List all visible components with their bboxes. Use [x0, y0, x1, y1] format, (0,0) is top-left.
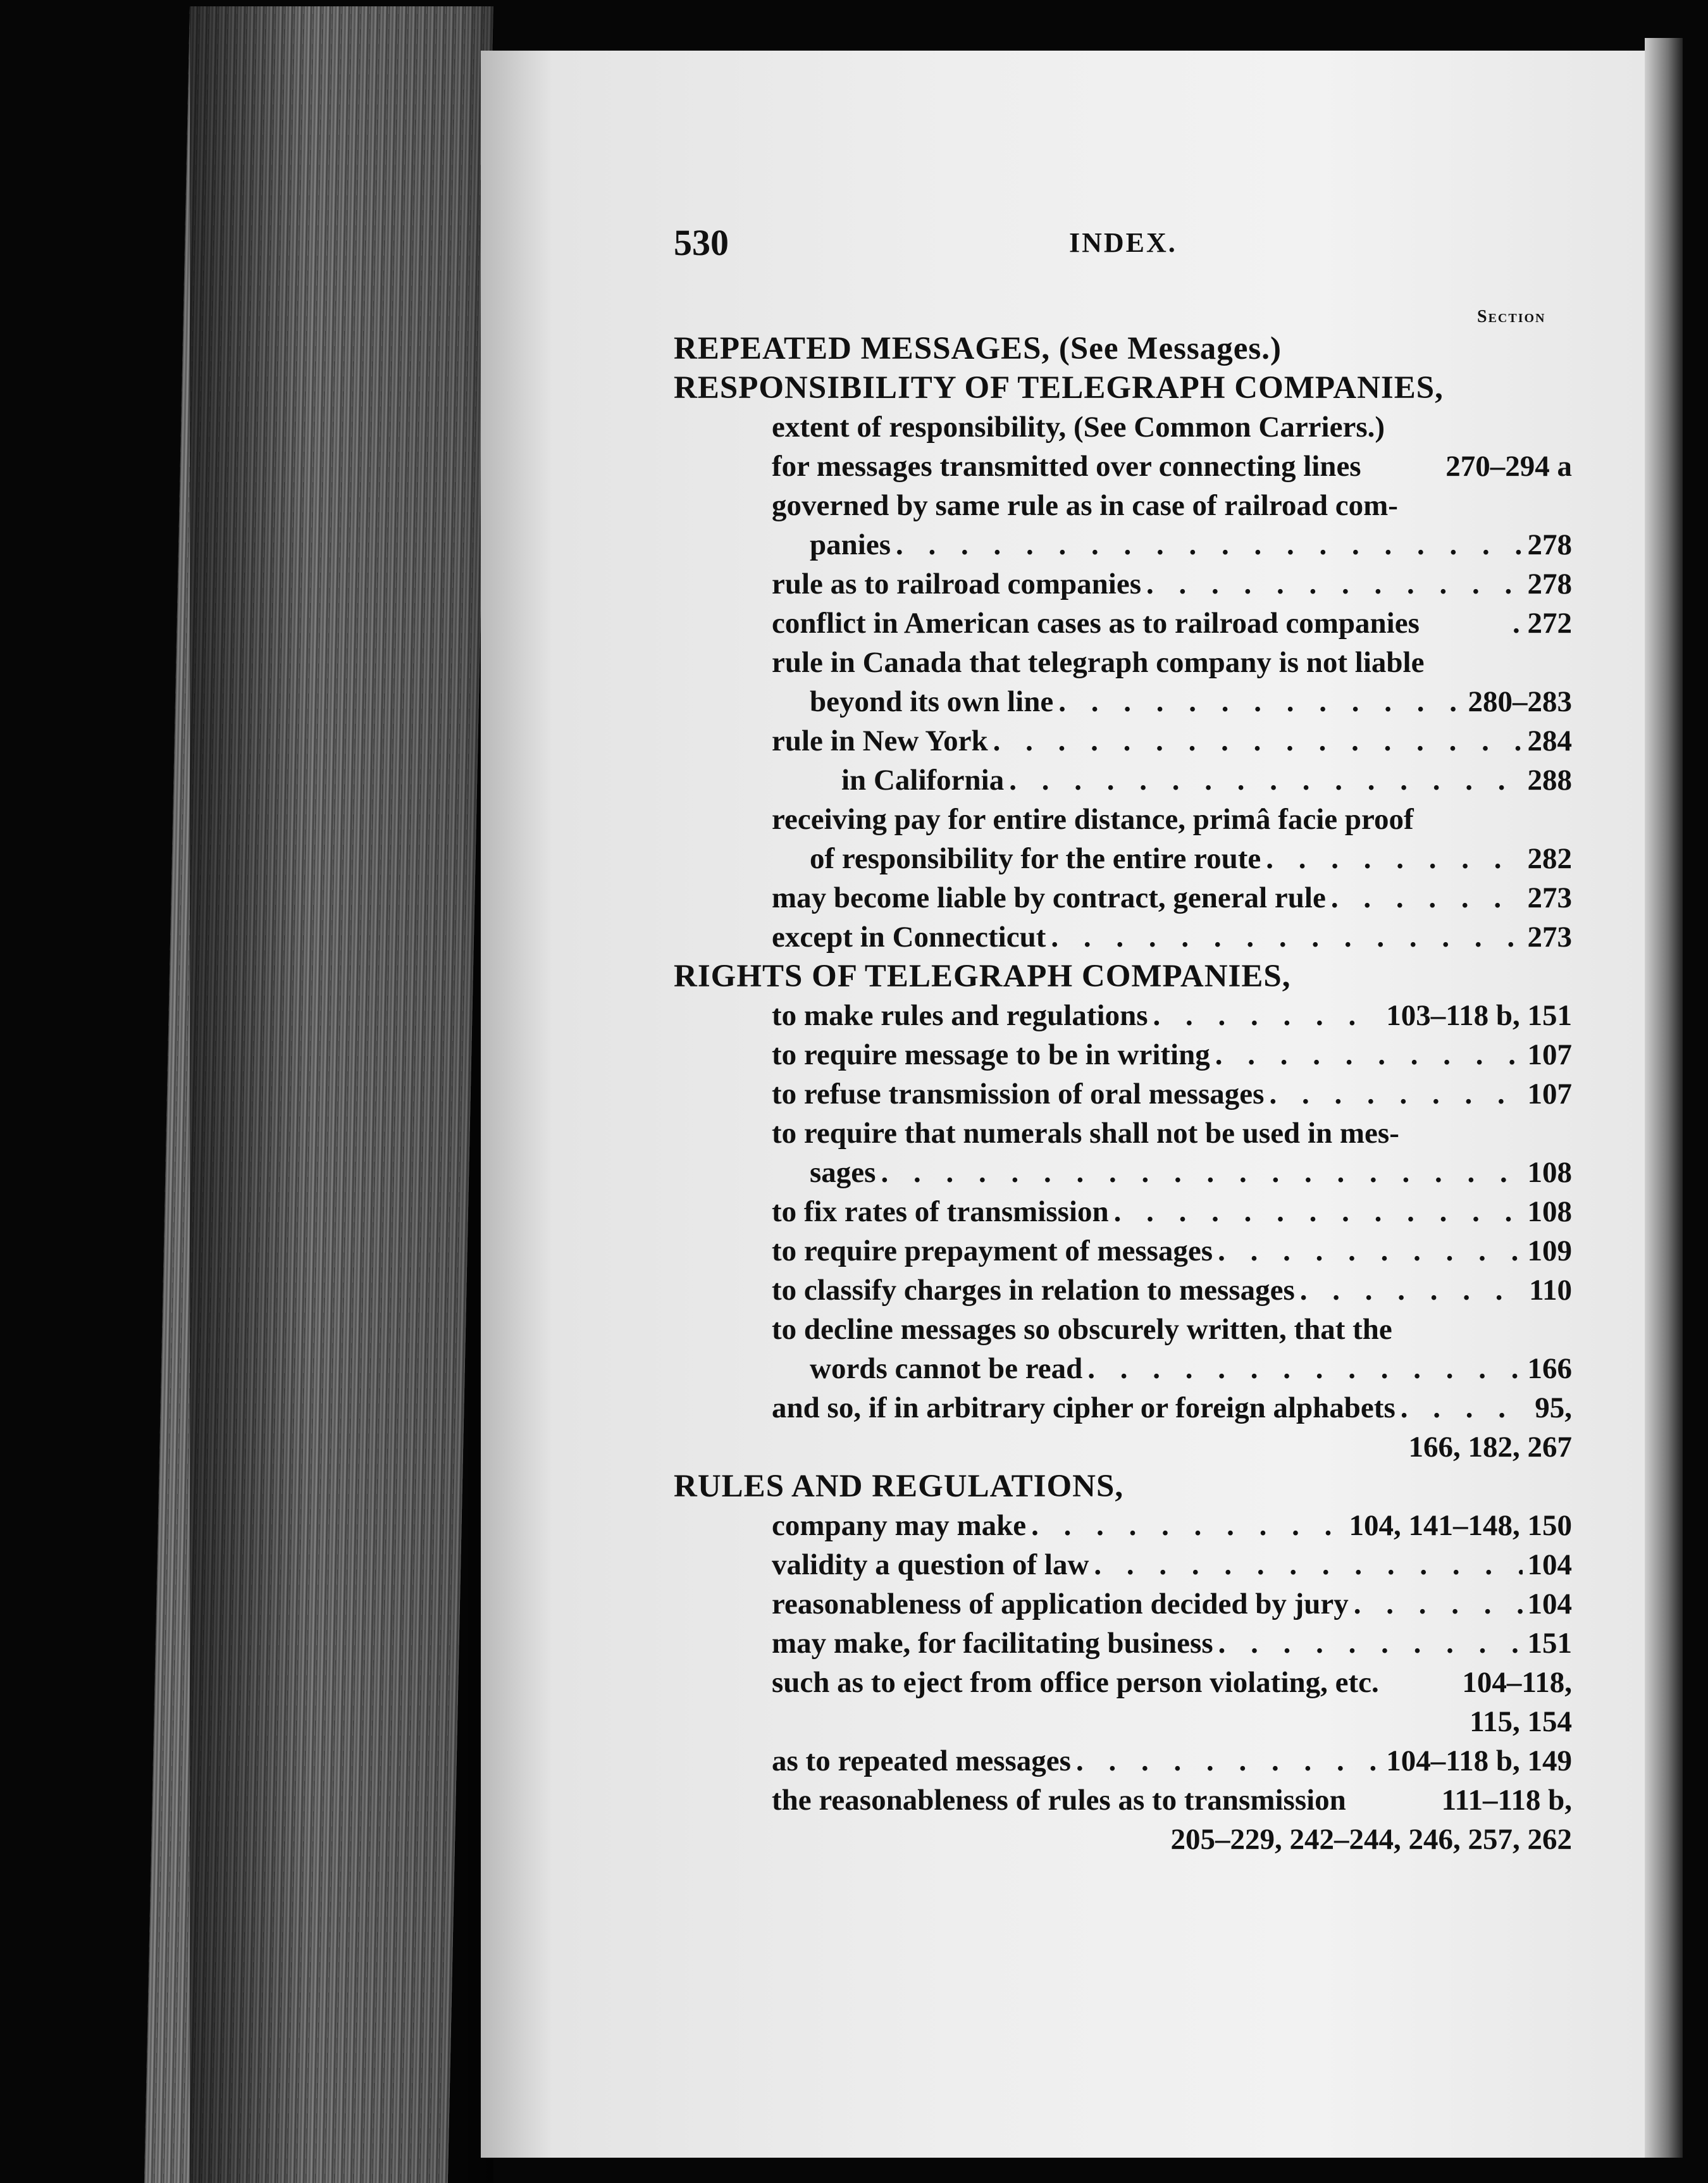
- entry-text: conflict in American cases as to railroad companies: [772, 607, 1420, 640]
- section-column-label: Section: [1477, 307, 1546, 327]
- leader-dots: [1300, 1271, 1524, 1310]
- section-reference: 273: [1527, 921, 1572, 954]
- index-continuation: [674, 1427, 1572, 1467]
- entry-text: such as to eject from office person violating, etc.: [772, 1666, 1379, 1699]
- index-entry: [674, 878, 1572, 917]
- entry-text: RIGHTS OF TELEGRAPH COMPANIES,: [674, 959, 1291, 994]
- entry-text: and so, if in arbitrary cipher or foreign alphabets: [772, 1391, 1395, 1424]
- leader-dots: [1266, 839, 1522, 878]
- index-entry: [674, 1584, 1572, 1624]
- leader-dots: [1331, 878, 1523, 917]
- index-entry: [674, 643, 1572, 682]
- section-reference: 108: [1527, 1195, 1572, 1228]
- page-number: 530: [674, 222, 729, 263]
- section-reference: 115, 154: [1470, 1705, 1572, 1738]
- entry-text: as to repeated messages: [772, 1745, 1071, 1777]
- section-reference: 104–118,: [1462, 1666, 1572, 1699]
- section-reference: 270–294 a: [1445, 450, 1572, 483]
- entry-text: RESPONSIBILITY OF TELEGRAPH COMPANIES,: [674, 370, 1444, 406]
- index-entry: [674, 917, 1572, 957]
- leader-dots: [1153, 996, 1382, 1035]
- leader-dots: [1354, 1584, 1523, 1624]
- leader-dots: [1031, 1506, 1344, 1545]
- entry-text: rule as to railroad companies: [772, 568, 1141, 600]
- entry-text: beyond its own line: [810, 685, 1054, 718]
- section-reference: 95,: [1535, 1391, 1572, 1424]
- section-reference: 103–118 b, 151: [1386, 999, 1572, 1032]
- entry-text: reasonableness of application decided by jury: [772, 1588, 1349, 1620]
- index-entry: [674, 525, 1572, 564]
- index-continuation: [674, 1820, 1572, 1859]
- index-entry: [674, 447, 1572, 486]
- leader-dots: [1146, 564, 1523, 604]
- index-heading: [674, 957, 1572, 996]
- entry-text: to classify charges in relation to messages: [772, 1274, 1295, 1307]
- section-reference: 151: [1527, 1627, 1572, 1660]
- leader-dots: [1114, 1192, 1523, 1231]
- index-entry: [674, 604, 1572, 643]
- entry-text: words cannot be read: [810, 1352, 1083, 1385]
- leader-dots: [1076, 1741, 1381, 1781]
- index-entry: [674, 1231, 1572, 1271]
- leader-dots: [1218, 1231, 1522, 1271]
- entry-text: to refuse transmission of oral messages: [772, 1078, 1265, 1110]
- section-reference: 108: [1527, 1156, 1572, 1189]
- index-entry: [674, 1271, 1572, 1310]
- entry-text: sages: [810, 1156, 876, 1189]
- section-reference: 282: [1527, 842, 1572, 875]
- leader-dots: [1218, 1624, 1523, 1663]
- right-page-edge: [1645, 38, 1683, 2158]
- entry-text: except in Connecticut: [772, 921, 1046, 954]
- index-entry: [674, 486, 1572, 525]
- book-page: [481, 51, 1670, 2158]
- index-entry: [674, 1153, 1572, 1192]
- section-reference: . 272: [1513, 607, 1572, 640]
- entry-text: to require message to be in writing: [772, 1038, 1210, 1071]
- index-entry: [674, 1192, 1572, 1231]
- entry-text: the reasonableness of rules as to transmission: [772, 1784, 1346, 1817]
- index-continuation: [674, 1702, 1572, 1741]
- entry-text: RULES AND REGULATIONS,: [674, 1469, 1124, 1504]
- section-reference: 280–283: [1468, 685, 1572, 718]
- entry-text: to decline messages so obscurely written, that the: [772, 1313, 1392, 1346]
- section-reference: 104–118 b, 149: [1386, 1745, 1572, 1777]
- entry-text: may make, for facilitating business: [772, 1627, 1213, 1660]
- section-reference: 166: [1527, 1352, 1572, 1385]
- entry-text: to fix rates of transmission: [772, 1195, 1109, 1228]
- entry-text: may become liable by contract, general rule: [772, 881, 1326, 914]
- entry-text: rule in Canada that telegraph company is not liable: [772, 646, 1425, 679]
- index-entry: [674, 407, 1572, 447]
- entry-text: extent of responsibility, (See Common Carriers.): [772, 411, 1385, 444]
- section-reference: 111–118 b,: [1441, 1784, 1572, 1817]
- leader-dots: [1058, 682, 1463, 721]
- entry-text: governed by same rule as in case of railroad com-: [772, 489, 1398, 522]
- section-reference: 288: [1527, 764, 1572, 797]
- index-entry: [674, 564, 1572, 604]
- index-entry: [674, 1506, 1572, 1545]
- leader-dots: [1087, 1349, 1522, 1388]
- entry-text: rule in New York: [772, 725, 988, 757]
- leader-dots: [1009, 761, 1522, 800]
- entry-text: company may make: [772, 1509, 1027, 1542]
- page-header: [481, 221, 1670, 272]
- section-reference: 278: [1527, 568, 1572, 600]
- index-entry: [674, 1545, 1572, 1584]
- section-reference: 110: [1529, 1274, 1572, 1307]
- section-reference: 109: [1527, 1235, 1572, 1267]
- index-heading: [674, 329, 1572, 368]
- index-entry: [674, 721, 1572, 761]
- index-entry: [674, 1741, 1572, 1781]
- running-head: INDEX.: [1069, 227, 1177, 258]
- index-entry: [674, 1781, 1572, 1820]
- index-entry: [674, 996, 1572, 1035]
- index-entry: [674, 1310, 1572, 1349]
- leader-dots: [1269, 1074, 1522, 1114]
- section-reference: 107: [1527, 1038, 1572, 1071]
- index-entry: [674, 1114, 1572, 1153]
- section-reference: 273: [1527, 881, 1572, 914]
- index-entry: [674, 800, 1572, 839]
- index-entry: [674, 1388, 1572, 1427]
- section-reference: 104, 141–148, 150: [1349, 1509, 1572, 1542]
- entry-text: to require that numerals shall not be used in mes-: [772, 1117, 1399, 1150]
- leader-dots: [993, 721, 1523, 761]
- index-entry: [674, 761, 1572, 800]
- entry-text: for messages transmitted over connecting lines: [772, 450, 1361, 483]
- index-heading: [674, 1467, 1572, 1506]
- index-entries: [674, 329, 1572, 1859]
- leader-dots: [1401, 1388, 1530, 1427]
- section-reference: 284: [1527, 725, 1572, 757]
- entry-text: REPEATED MESSAGES, (See Messages.): [674, 331, 1282, 366]
- entry-text: to make rules and regulations: [772, 999, 1148, 1032]
- index-entry: [674, 1663, 1572, 1702]
- section-reference: 278: [1527, 528, 1572, 561]
- entry-text: in California: [841, 764, 1005, 797]
- index-entry: [674, 1035, 1572, 1074]
- section-reference: 104: [1527, 1548, 1572, 1581]
- section-reference: 166, 182, 267: [1408, 1431, 1572, 1464]
- leader-dots: [1094, 1545, 1522, 1584]
- section-reference: 107: [1527, 1078, 1572, 1110]
- leader-dots: [1215, 1035, 1523, 1074]
- leader-dots: [881, 1153, 1522, 1192]
- entry-text: panies: [810, 528, 891, 561]
- entry-text: of responsibility for the entire route: [810, 842, 1261, 875]
- index-entry: [674, 839, 1572, 878]
- index-heading: [674, 368, 1572, 407]
- section-reference: 104: [1527, 1588, 1572, 1620]
- leader-dots: [896, 525, 1523, 564]
- index-entry: [674, 682, 1572, 721]
- entry-text: validity a question of law: [772, 1548, 1089, 1581]
- entry-text: receiving pay for entire distance, primâ facie proof: [772, 803, 1414, 836]
- leader-dots: [1051, 917, 1522, 957]
- index-entry: [674, 1074, 1572, 1114]
- entry-text: to require prepayment of messages: [772, 1235, 1213, 1267]
- section-reference: 205–229, 242–244, 246, 257, 262: [1170, 1823, 1572, 1856]
- index-entry: [674, 1624, 1572, 1663]
- page-edge-shadow: [190, 6, 493, 2183]
- index-entry: [674, 1349, 1572, 1388]
